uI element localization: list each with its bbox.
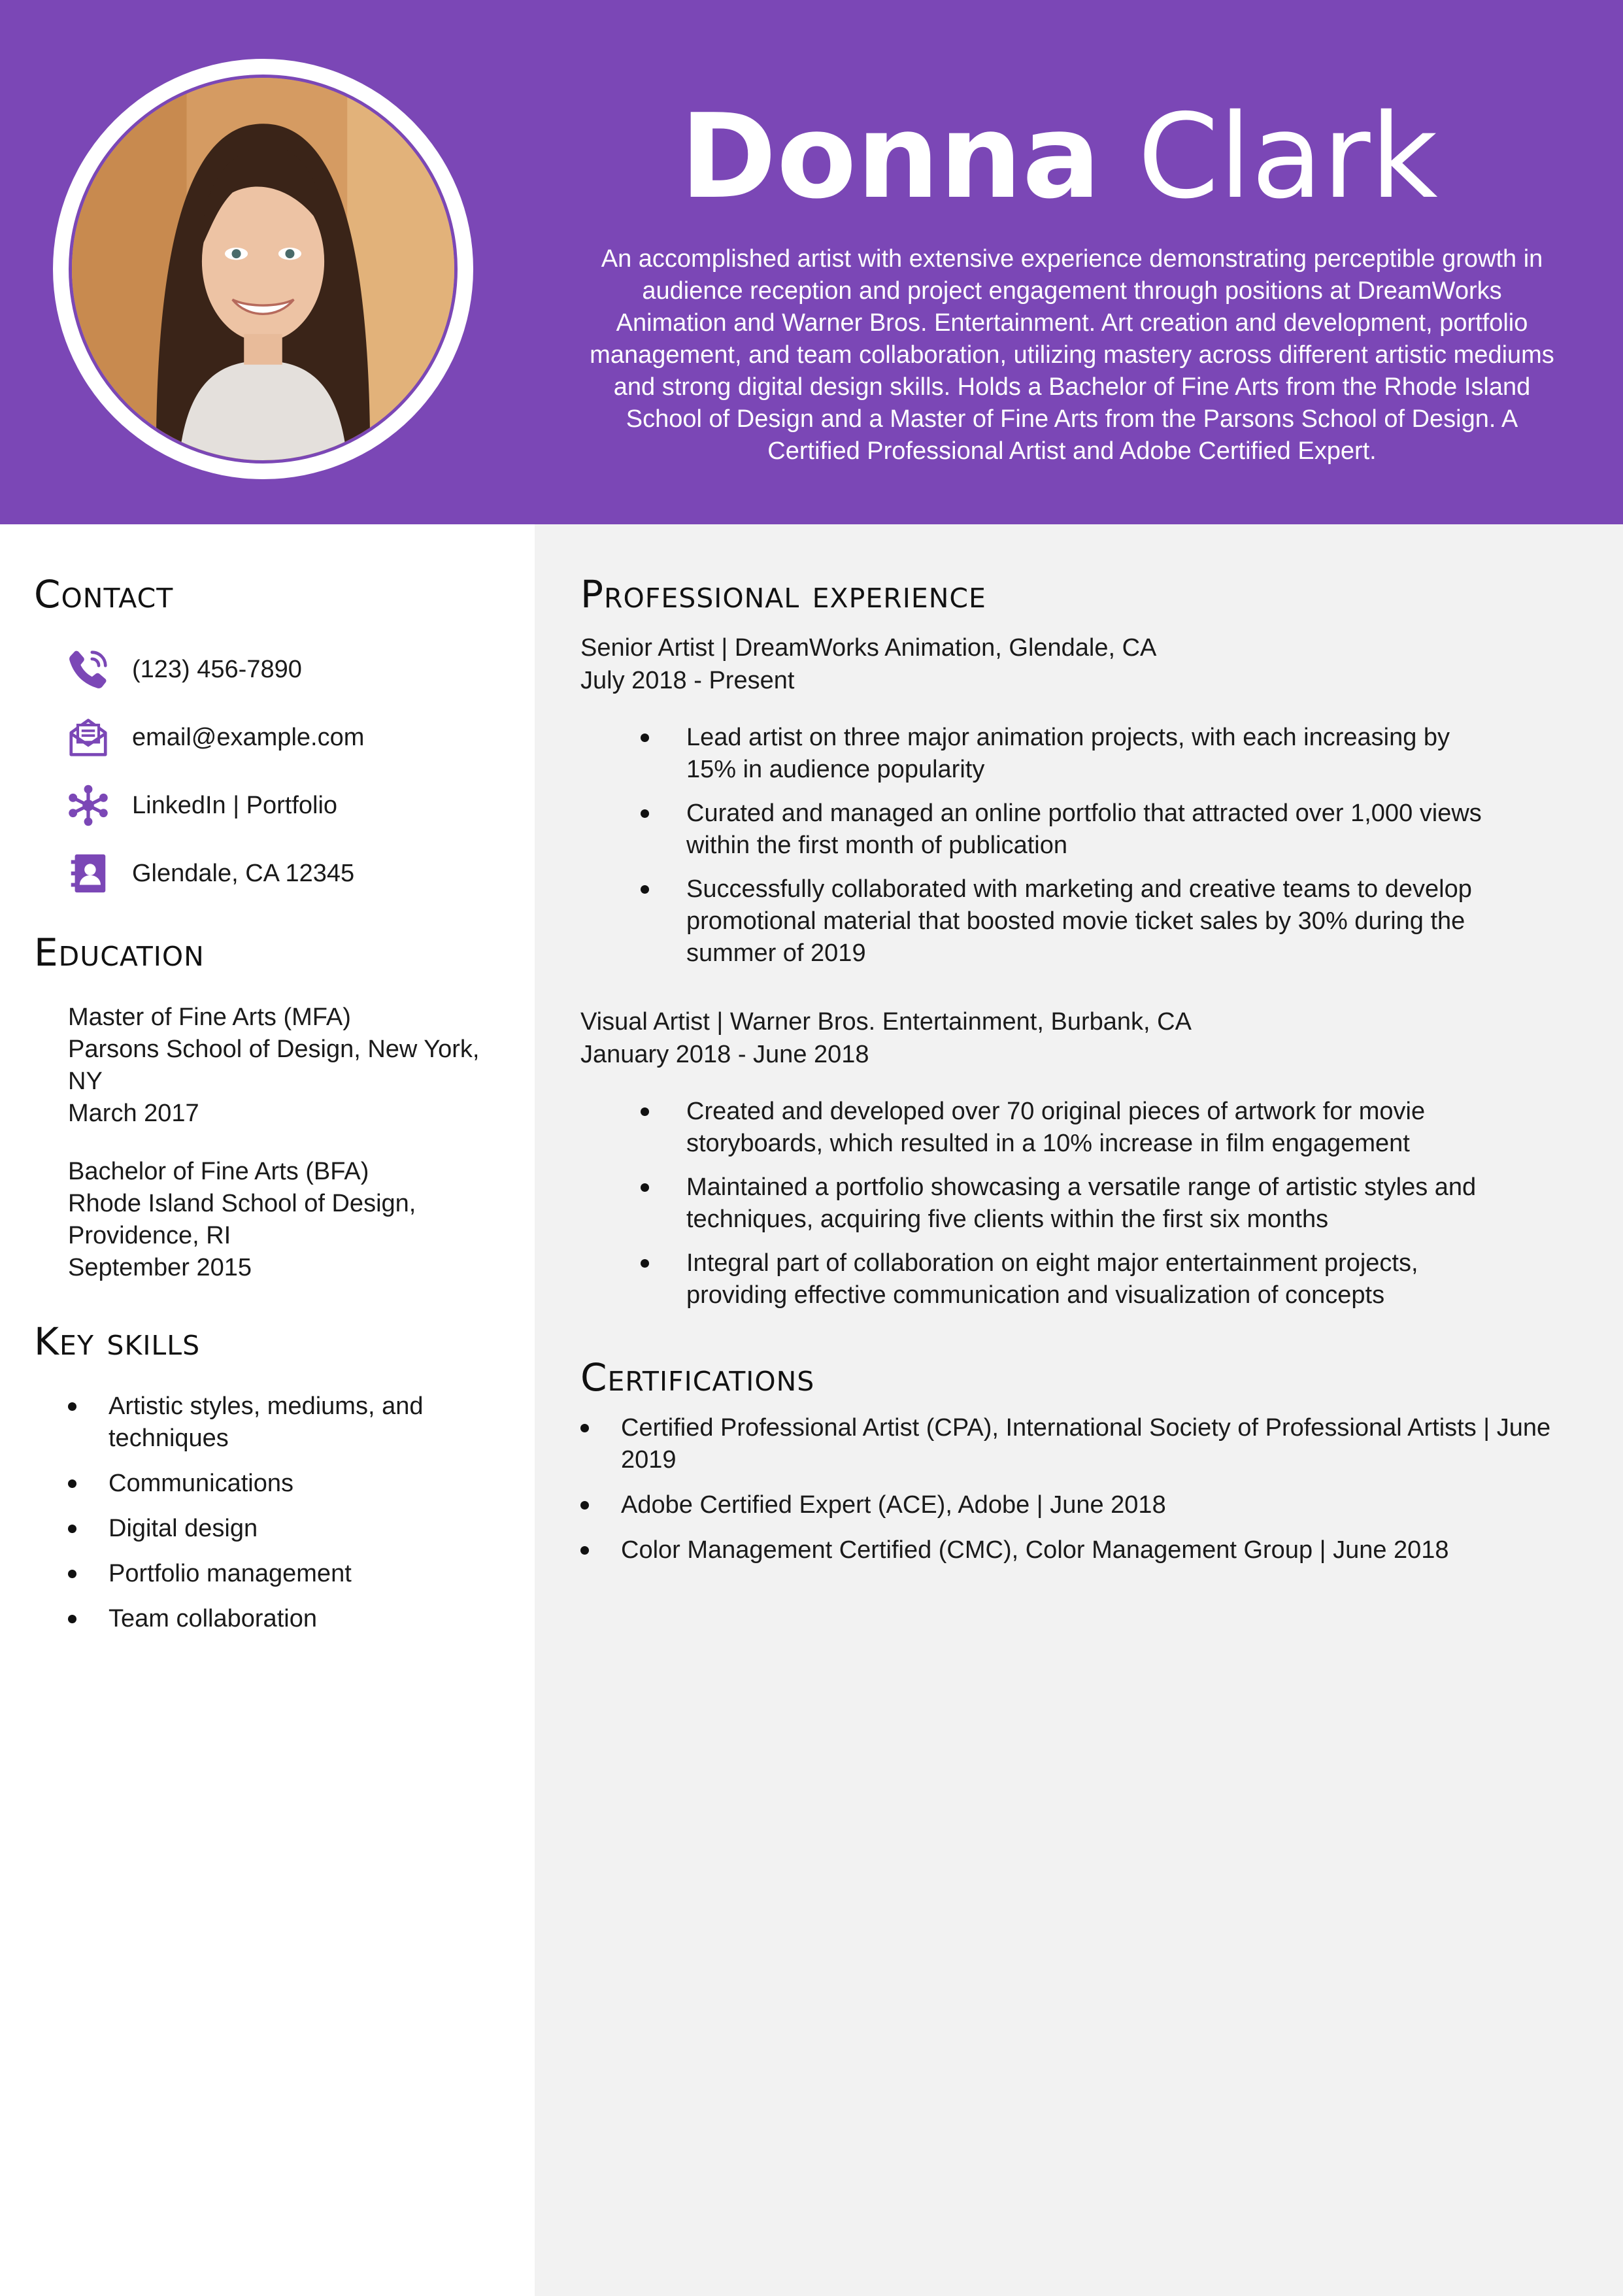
- contact-heading: Contact: [34, 572, 174, 616]
- job-bullet: Created and developed over 70 original pieces of artwork for movie storyboards, which resulted in a 10% increase in film engagement: [641, 1096, 1503, 1160]
- job-dates: July 2018 - Present: [580, 667, 795, 694]
- contact-list: [65, 635, 364, 907]
- header-banner: [0, 0, 1623, 524]
- job-dates: January 2018 - June 2018: [580, 1041, 869, 1068]
- skills-list: [68, 1391, 486, 1648]
- education-date: March 2017: [68, 1100, 199, 1127]
- profile-summary: An accomplished artist with extensive experience demonstrating perceptible growth in audience reception and project engagement through positions at DreamWorks Animation and Warner Bros. Entertainment. Art creation and development, portfolio management, and team collaboration, utilizing mastery across different artistic mediums and strong digital design skills. Holds a Bachelor of Fine Arts from the Rhode Island School of Design and a Master of Fine Arts from the Parsons School of Design. A Certified Professional Artist and Adobe Certified Expert.: [590, 245, 1554, 465]
- contact-item-address: [65, 839, 364, 907]
- experience-heading: Professional experience: [580, 572, 986, 616]
- education-degree: Bachelor of Fine Arts (BFA): [68, 1158, 369, 1185]
- job-entry: [580, 1005, 1581, 1323]
- certifications-list: [580, 1412, 1574, 1579]
- job-bullets: [641, 1096, 1503, 1311]
- job-entry: [580, 632, 1581, 981]
- portrait-image: [72, 78, 454, 460]
- education-heading: Education: [34, 930, 205, 975]
- education-date: September 2015: [68, 1254, 252, 1281]
- address-book-icon: [65, 847, 118, 900]
- skill-item: Portfolio management: [68, 1558, 486, 1590]
- contact-links-text: LinkedIn | Portfolio: [132, 791, 338, 819]
- education-degree: Master of Fine Arts (MFA): [68, 1004, 351, 1031]
- skill-item: Communications: [68, 1468, 486, 1500]
- network-icon: [65, 779, 118, 832]
- contact-item-email: [65, 703, 364, 771]
- skill-item: Artistic styles, mediums, and techniques: [68, 1391, 486, 1455]
- job-bullet: Maintained a portfolio showcasing a versatile range of artistic styles and techniques, acquiring five clients within the first six months: [641, 1172, 1503, 1236]
- skill-item: Team collaboration: [68, 1603, 486, 1635]
- job-role: Visual Artist | Warner Bros. Entertainment, Burbank, CA: [580, 1008, 1192, 1036]
- job-bullet: Lead artist on three major animation projects, with each increasing by 15% in audience popularity: [641, 722, 1503, 786]
- email-icon: [65, 711, 118, 764]
- contact-item-links: [65, 771, 364, 839]
- first-name: Donna: [680, 89, 1101, 224]
- job-bullet: Integral part of collaboration on eight major entertainment projects, providing effective communication and visualization of concepts: [641, 1247, 1503, 1311]
- certification-item: Adobe Certified Expert (ACE), Adobe | June 2018: [580, 1489, 1574, 1521]
- sidebar: [0, 524, 535, 2296]
- profile-photo-ring: [53, 59, 473, 479]
- education-entry: [68, 1002, 512, 1130]
- candidate-name: [575, 89, 1543, 224]
- skill-item: Digital design: [68, 1513, 486, 1545]
- certifications-heading: Certifications: [580, 1355, 815, 1400]
- contact-phone-text: (123) 456-7890: [132, 655, 302, 683]
- skills-heading: Key skills: [34, 1319, 201, 1364]
- phone-icon: [65, 643, 118, 696]
- contact-address-text: Glendale, CA 12345: [132, 859, 355, 887]
- education-school: Rhode Island School of Design, Providence, RI: [68, 1190, 416, 1249]
- education-school: Parsons School of Design, New York, NY: [68, 1036, 480, 1095]
- job-role: Senior Artist | DreamWorks Animation, Glendale, CA: [580, 634, 1157, 662]
- main-content: [535, 524, 1623, 2296]
- contact-item-phone: [65, 635, 364, 703]
- certification-item: Certified Professional Artist (CPA), International Society of Professional Artists | June 2019: [580, 1412, 1574, 1476]
- profile-photo: [69, 75, 458, 464]
- certification-item: Color Management Certified (CMC), Color Management Group | June 2018: [580, 1534, 1574, 1566]
- education-entry: [68, 1156, 512, 1284]
- contact-email-text: email@example.com: [132, 723, 365, 751]
- job-bullet: Curated and managed an online portfolio that attracted over 1,000 views within the first month of publication: [641, 798, 1503, 862]
- job-bullet: Successfully collaborated with marketing and creative teams to develop promotional material that boosted movie ticket sales by 30% during the summer of 2019: [641, 873, 1503, 970]
- last-name: Clark: [1137, 89, 1438, 224]
- job-bullets: [641, 722, 1503, 970]
